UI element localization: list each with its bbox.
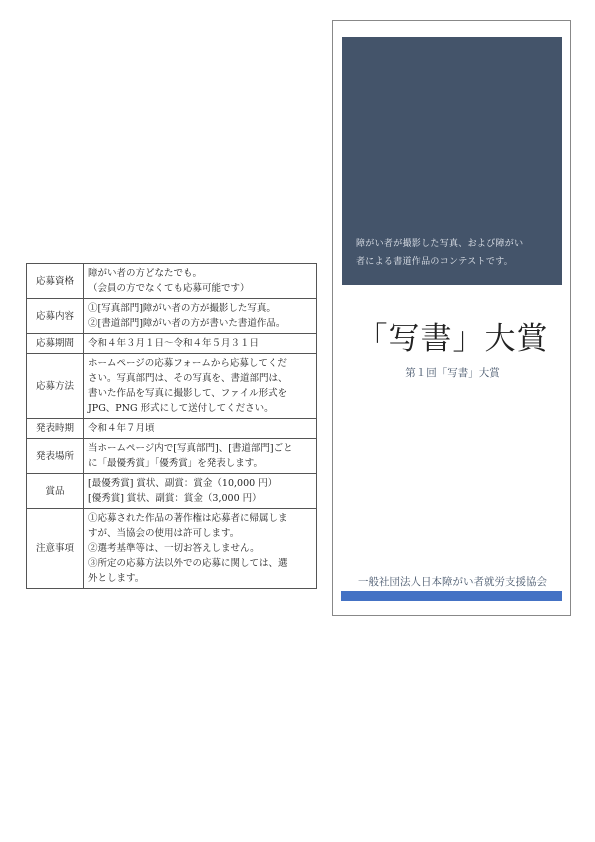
table-row [27, 509, 317, 589]
row-content [84, 334, 317, 354]
row-content-line: 令和４年７月頃 [88, 423, 155, 434]
row-label: 賞品 [27, 474, 84, 509]
row-content [84, 474, 317, 509]
row-content-line: さい。写真部門は、その写真を、書道部門は、 [88, 373, 288, 384]
hero-description [356, 235, 552, 271]
row-content-line: ③所定の応募方法以外での応募に関しては、選 [88, 558, 288, 569]
accent-bar [341, 591, 562, 601]
row-content-line: ①応募された作品の著作権は応募者に帰属しま [88, 513, 288, 524]
row-label: 応募方法 [27, 354, 84, 419]
row-label: 応募資格 [27, 264, 84, 299]
row-content-line: 書いた作品を写真に撮影して、ファイル形式を [88, 388, 288, 399]
row-content [84, 509, 317, 589]
table-row [27, 354, 317, 419]
award-title: 「写書」大賞 [356, 321, 549, 357]
row-content-line: に「最優秀賞」「優秀賞」を発表します。 [88, 458, 263, 469]
row-content-line: 当ホームページ内で[写真部門]、[書道部門]ごと [88, 443, 293, 454]
contest-details-table [26, 263, 317, 589]
row-content [84, 354, 317, 419]
row-label: 発表場所 [27, 439, 84, 474]
table-row [27, 299, 317, 334]
table-row [27, 439, 317, 474]
row-label: 応募内容 [27, 299, 84, 334]
row-content-line: ①[写真部門]障がい者の方が撮影した写真。 [88, 303, 276, 314]
hero-description-line: 者による書道作品のコンテストです。 [356, 257, 514, 267]
row-content-line: 障がい者の方どなたでも。 [88, 268, 203, 279]
row-content-line: ②選考基準等は、一切お答えしません。 [88, 543, 260, 554]
row-content [84, 299, 317, 334]
row-content-line: ②[書道部門]障がい者の方が書いた書道作品。 [88, 318, 286, 329]
table-row [27, 264, 317, 299]
table-row [27, 419, 317, 439]
table-row [27, 474, 317, 509]
row-content-line: [優秀賞] 賞状、副賞：賞金（3,000 円） [88, 493, 262, 504]
row-content-line: JPG、PNG 形式にして送付してください。 [88, 403, 274, 414]
row-content-line: すが、当協会の使用は許可します。 [88, 528, 240, 539]
row-label: 応募期間 [27, 334, 84, 354]
row-content [84, 439, 317, 474]
row-label: 注意事項 [27, 509, 84, 589]
table-row [27, 334, 317, 354]
row-label: 発表時期 [27, 419, 84, 439]
hero-description-line: 障がい者が撮影した写真、および障がい [356, 239, 524, 249]
row-content [84, 419, 317, 439]
brochure-cover-panel [332, 20, 571, 616]
row-content-line: [最優秀賞] 賞状、副賞：賞金（10,000 円） [88, 478, 278, 489]
row-content-line: ホームページの応募フォームから応募してくだ [88, 358, 287, 369]
organization-name: 一般社団法人日本障がい者就労支援協会 [358, 576, 547, 588]
row-content [84, 264, 317, 299]
award-subtitle: 第１回「写書」大賞 [405, 367, 500, 379]
hero-banner [342, 37, 562, 285]
row-content-line: 外とします。 [88, 573, 145, 584]
row-content-line: 令和４年３月１日〜令和４年５月３１日 [88, 338, 260, 349]
row-content-line: （会員の方でなくても応募可能です） [88, 283, 250, 294]
